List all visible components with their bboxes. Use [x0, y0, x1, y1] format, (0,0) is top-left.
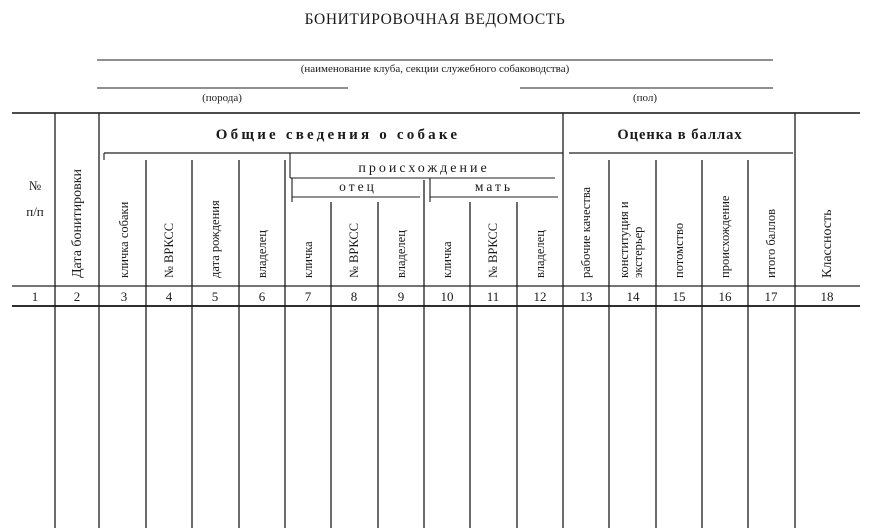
- col-5-number: 5: [211, 289, 219, 304]
- col-9-label: владелец: [394, 230, 408, 278]
- col-4-number: 4: [165, 289, 173, 304]
- col-6-number: 6: [258, 289, 266, 304]
- col-14-label-line-2: экстерьер: [631, 226, 645, 278]
- breed-caption: (порода): [202, 92, 242, 104]
- col-5-label: дата рождения: [208, 200, 222, 278]
- col-10-number: 10: [440, 289, 454, 304]
- col-14-label-line-1: конституция и: [617, 201, 631, 278]
- col-10-label: кличка: [440, 241, 454, 278]
- column-header-labels: [26, 168, 835, 278]
- group-father: отец: [339, 179, 377, 194]
- group-origin: происхождение: [358, 161, 490, 176]
- sheet-title: БОНИТИРОВОЧНАЯ ВЕДОМОСТЬ: [304, 11, 566, 28]
- group-mother: мать: [474, 179, 514, 194]
- col-12-label: владелец: [533, 230, 547, 278]
- col-16-number: 16: [718, 289, 732, 304]
- group-score: Оценка в баллах: [617, 127, 743, 143]
- col-13-number: 13: [579, 289, 593, 304]
- col-1-label-pp: п/п: [26, 204, 44, 219]
- col-15-label: потомство: [672, 222, 686, 278]
- sex-caption: (пол): [632, 92, 658, 104]
- col-16-label: происхождение: [718, 195, 732, 278]
- col-15-number: 15: [672, 289, 686, 304]
- col-18-label: Классность: [820, 209, 835, 278]
- col-14-number: 14: [626, 289, 640, 304]
- col-8-label: № ВРКСС: [347, 222, 361, 278]
- col-9-number: 9: [397, 289, 405, 304]
- col-18-number: 18: [820, 289, 834, 304]
- col-2-number: 2: [73, 289, 81, 304]
- col-11-number: 11: [486, 289, 500, 304]
- col-11-label: № ВРКСС: [486, 222, 500, 278]
- col-1-label-no: №: [28, 178, 42, 193]
- col-6-label: владелец: [255, 230, 269, 278]
- col-3-label: кличка собаки: [117, 201, 131, 278]
- col-8-number: 8: [350, 289, 358, 304]
- col-1-number: 1: [31, 289, 39, 304]
- col-7-label: кличка: [301, 241, 315, 278]
- club-caption: (наименование клуба, секции служебного собаководства): [300, 63, 570, 75]
- col-7-number: 7: [304, 289, 312, 304]
- col-17-label: итого баллов: [764, 208, 778, 278]
- col-2-label: Дата бонитировки: [70, 168, 85, 278]
- col-13-label: рабочие качества: [579, 186, 593, 278]
- col-4-label: № ВРКСС: [162, 222, 176, 278]
- col-12-number: 12: [533, 289, 547, 304]
- col-17-number: 17: [764, 289, 778, 304]
- col-3-number: 3: [120, 289, 128, 304]
- group-general-info: Общие сведения о собаке: [215, 127, 461, 143]
- column-number-row: [32, 289, 834, 304]
